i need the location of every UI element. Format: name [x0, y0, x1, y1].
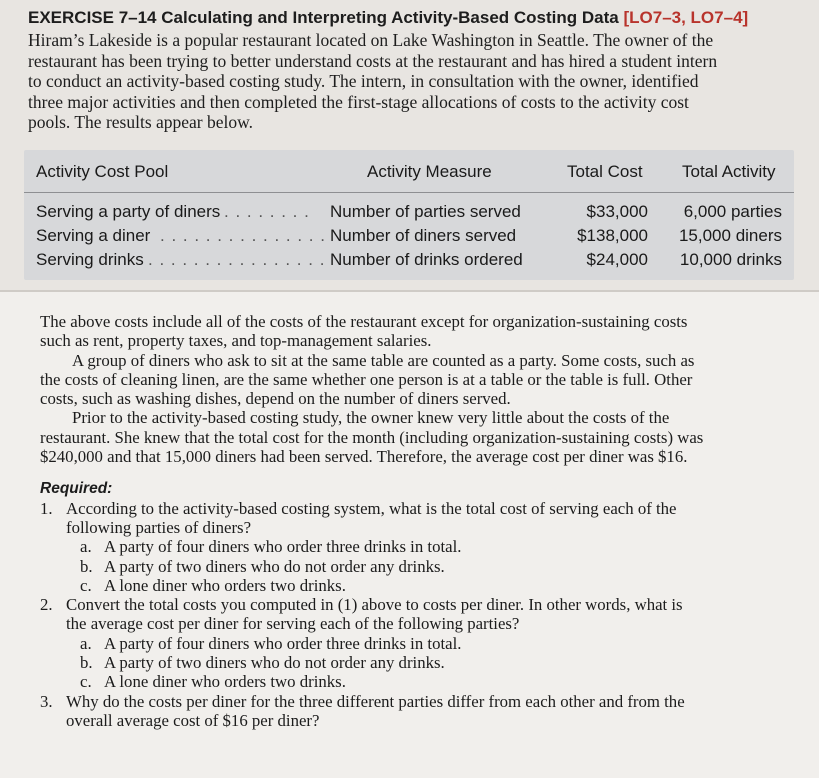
intro-line: Hiram’s Lakeside is a popular restaurant located on Lake Washington in Seattle. The owner of the [28, 30, 714, 50]
table-header [24, 150, 794, 193]
sub-question-letter: c. [80, 672, 92, 692]
question-text: Convert the total costs you computed in (1) above to costs per diner. In other words, what is [66, 595, 683, 615]
body-line: restaurant. She knew that the total cost for the month (including organization-sustaining costs) was [40, 427, 704, 447]
cell-activity: 15,000 diners [678, 226, 782, 245]
sub-question [40, 634, 780, 653]
body-line: The above costs include all of the costs of the restaurant except for organization-sustaining costs [40, 312, 688, 331]
body-line: A group of diners who ask to sit at the same table are counted as a party. Some costs, such as [72, 350, 695, 370]
cell-cost: $24,000 [586, 250, 648, 269]
sub-question-text: A party of two diners who do not order any drinks. [104, 653, 445, 673]
cell-activity: 6,000 parties [683, 202, 782, 221]
exercise-heading [28, 8, 748, 28]
cell-cost: $33,000 [586, 202, 648, 221]
cell-pool: Serving a diner [36, 226, 151, 245]
question-text: the average cost per diner for serving each of the following parties? [66, 614, 520, 634]
activity-cost-table [24, 150, 794, 280]
leader-dots: . . . . . . . . [224, 202, 310, 221]
intro-line: restaurant has been trying to better understand costs at the restaurant and has hired a student intern [28, 50, 718, 71]
cell-pool: Serving a party of diners [36, 202, 221, 221]
intro-line: to conduct an activity-based costing study. The intern, in consultation with the owner, identified [28, 71, 699, 92]
header-total-activity: Total Activity [682, 162, 776, 181]
cell-pool: Serving drinks [36, 250, 144, 269]
sub-question-text: A lone diner who orders two drinks. [104, 672, 346, 692]
required-label: Required: [40, 480, 113, 498]
cell-activity: 10,000 drinks [679, 250, 782, 269]
intro-line: pools. The results appear below. [28, 112, 254, 133]
sub-question [40, 537, 780, 556]
header-total-cost: Total Cost [567, 162, 643, 181]
leader-dots: . . . . . . . . . . . . . . . . [148, 250, 326, 269]
sub-question-text: A lone diner who orders two drinks. [104, 575, 346, 595]
body-line: such as rent, property taxes, and top-management salaries. [40, 331, 432, 351]
cell-measure: Number of drinks ordered [330, 250, 523, 269]
cell-measure: Number of parties served [330, 202, 521, 221]
table-row [24, 250, 794, 273]
sub-question-letter: c. [80, 575, 92, 595]
sub-question-text: A party of four diners who order three drinks in total. [104, 633, 462, 653]
sub-question-text: A party of four diners who order three drinks in total. [104, 537, 462, 557]
body-line: costs, such as washing dishes, depend on the number of diners served. [40, 389, 511, 409]
sub-question-letter: a. [80, 537, 92, 557]
body-line: Prior to the activity-based costing study, the owner knew very little about the costs of the [72, 408, 670, 428]
question-1 [40, 499, 780, 518]
question-2 [40, 595, 780, 614]
header-activity-cost-pool: Activity Cost Pool [36, 162, 169, 181]
leader-dots: . . . . . . . . . . . . . . . [160, 226, 326, 245]
sub-question-text: A party of two diners who do not order any drinks. [104, 556, 445, 576]
exercise-title: EXERCISE 7–14 Calculating and Interpreting Activity-Based Costing Data [28, 8, 619, 27]
body-line: $240,000 and that 15,000 diners had been served. Therefore, the average cost per diner was $16. [40, 447, 688, 467]
intro-line: three major activities and then completed the first-stage allocations of costs to the activity cost [28, 91, 689, 112]
table-row [24, 202, 794, 225]
sub-question-letter: a. [80, 633, 92, 653]
question-3 [40, 692, 780, 711]
body-line: the costs of cleaning linen, are the same whether one person is at a table or the table is full. Other [40, 369, 693, 389]
sub-question [40, 653, 780, 672]
cell-measure: Number of diners served [330, 226, 517, 245]
sub-question [40, 576, 780, 595]
header-activity-measure: Activity Measure [367, 162, 492, 181]
question-number: 1. [40, 498, 53, 518]
exercise-intro [28, 30, 790, 133]
cell-cost: $138,000 [577, 226, 648, 245]
exercise-body [40, 312, 780, 730]
question-number: 3. [40, 691, 53, 711]
sub-question [40, 672, 780, 691]
question-number: 2. [40, 595, 53, 615]
sub-question-letter: b. [80, 556, 93, 576]
question-text: overall average cost of $16 per diner? [66, 710, 320, 730]
question-text: According to the activity-based costing system, what is the total cost of serving each of the [66, 498, 677, 518]
sub-question [40, 557, 780, 576]
learning-objective-codes: [LO7–3, LO7–4] [623, 8, 749, 27]
question-text: Why do the costs per diner for the three different parties differ from each other and from the [66, 691, 685, 711]
question-text: following parties of diners? [66, 517, 252, 537]
sub-question-letter: b. [80, 653, 93, 673]
table-row [24, 226, 794, 249]
